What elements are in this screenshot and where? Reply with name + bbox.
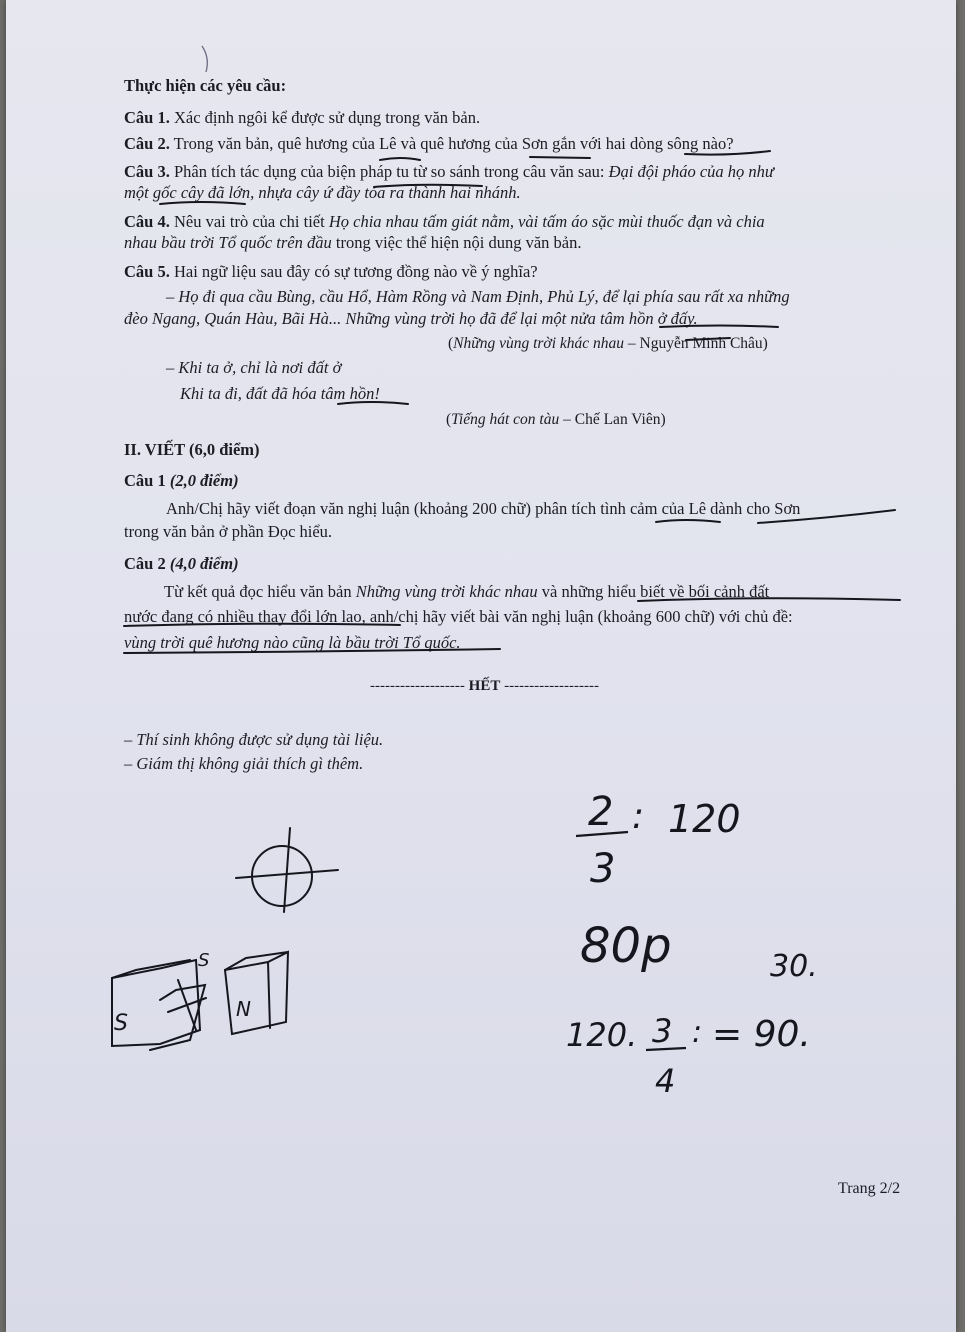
box-label-top: S <box>198 950 210 971</box>
writing-q1-line2: trong văn bản ở phần Đọc hiểu. <box>124 522 333 541</box>
quote-1-line2: đèo Ngang, Quán Hàu, Bãi Hà... Những vùng trời họ đã để lại một nửa tâm hồn ở đấy. <box>124 309 698 328</box>
writing-q2-line2: nước đang có nhiều thay đổi lớn lao, anh/chị hãy viết bài văn nghị luận (khoảng 600 chữ) với chủ đề: <box>124 607 793 626</box>
question-3: Câu 3. Phân tích tác dụng của biện pháp tu từ so sánh trong câu văn sau: Đại đội pháo của họ như <box>124 162 774 181</box>
quote-2-line2: Khi ta đi, đất đã hóa tâm hồn! <box>180 384 380 403</box>
fraction1-numerator: 2 <box>588 789 614 835</box>
writing-q2-line1: Từ kết quả đọc hiểu văn bản Những vùng trời khác nhau và những hiểu biết về bối cảnh đất <box>164 582 770 601</box>
page-number: Trang 2/2 <box>838 1180 901 1197</box>
fraction1-denominator: 3 <box>590 846 616 892</box>
writing-q1-heading: Câu 1 (2,0 điểm) <box>124 471 239 490</box>
section-2-title: II. VIẾT (6,0 điểm) <box>124 440 260 459</box>
writing-q1-line1: Anh/Chị hãy viết đoạn văn nghị luận (khoảng 200 chữ) phân tích tình cảm của Lê dành cho Sơn <box>166 499 801 518</box>
end-marker: ------------------- HẾT ------------------- <box>370 678 600 694</box>
quote-2-source: (Tiếng hát con tàu – Chế Lan Viên) <box>446 411 666 428</box>
fraction2-denominator: 4 <box>655 1062 676 1100</box>
question-4-line2: nhau bầu trời Tổ quốc trên đầu trong việc thể hiện nội dung văn bản. <box>124 233 582 252</box>
note-1: – Thí sinh không được sử dụng tài liệu. <box>124 730 384 749</box>
eighty-value: 80p <box>580 918 672 974</box>
question-2: Câu 2. Trong văn bản, quê hương của Lê và quê hương của Sơn gắn với hai dòng sông nào? <box>124 134 734 153</box>
question-4: Câu 4. Nêu vai trò của chi tiết Họ chia nhau tấm giát nằm, vài tấm áo sặc mùi thuốc đạn và chia <box>124 212 765 231</box>
fraction1-colon: : <box>632 796 645 837</box>
calc-result: = 90. <box>712 1014 811 1055</box>
fraction1-value: 120 <box>668 797 741 841</box>
writing-q2-heading: Câu 2 (4,0 điểm) <box>124 554 239 573</box>
writing-q2-line3: vùng trời quê hương nào cũng là bầu trời Tổ quốc. <box>124 633 461 652</box>
question-3-line2: một gốc cây đã lớn, nhựa cây ứ đầy tỏa ra thành hai nhánh. <box>124 183 521 202</box>
thirty-value: 30. <box>770 949 818 984</box>
fraction2-numerator: 3 <box>652 1012 673 1050</box>
calc-left: 120. <box>566 1016 638 1054</box>
note-2: – Giám thị không giải thích gì thêm. <box>124 754 364 773</box>
box-label-s: S <box>114 1011 128 1036</box>
quote-1-source: (Những vùng trời khác nhau – Nguyễn Minh Châu) <box>448 335 768 352</box>
quote-1-line1: – Họ đi qua cầu Bùng, cầu Hổ, Hàm Rồng và Nam Định, Phủ Lý, để lại phía sau rất xa những <box>166 287 790 306</box>
quote-2-line1: – Khi ta ở, chỉ là nơi đất ở <box>166 358 342 377</box>
question-5: Câu 5. Hai ngữ liệu sau đây có sự tương đồng nào về ý nghĩa? <box>124 262 538 281</box>
fraction2-colon: : <box>692 1015 703 1050</box>
instructions-heading: Thực hiện các yêu cầu: <box>124 76 287 95</box>
question-1: Câu 1. Xác định ngôi kể được sử dụng trong văn bản. <box>124 108 481 127</box>
box-label-n: N <box>236 997 251 1021</box>
